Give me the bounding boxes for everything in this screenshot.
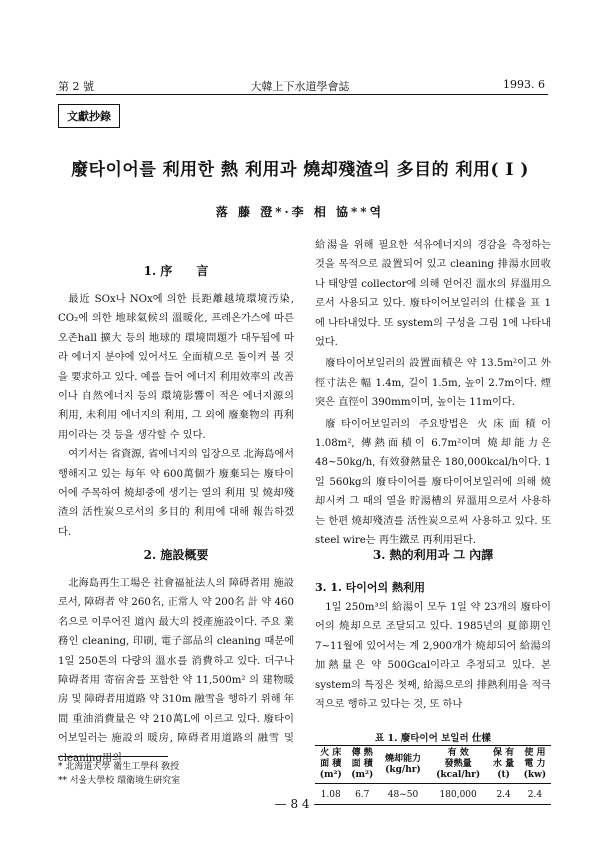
table-cell: 2.4 bbox=[519, 784, 551, 805]
right-column-top bbox=[315, 236, 551, 551]
left-column-facility bbox=[58, 574, 294, 768]
table-caption: 표 1. 廢타이어 보일러 仕樣 bbox=[375, 733, 491, 744]
table-header-cell: 火 床 面 積 (m²) bbox=[315, 746, 347, 784]
table-caption-wrap bbox=[315, 730, 551, 744]
section-tag: 文獻抄錄 bbox=[58, 104, 120, 128]
table-cell: 180,000 bbox=[428, 784, 488, 805]
table-cell: 2.4 bbox=[488, 784, 518, 805]
table-header-cell: 有 效 發熱量 (kcal/hr) bbox=[428, 746, 488, 784]
boiler-spec-table-wrap bbox=[315, 745, 551, 805]
facility-paragraph: 北海島再生工場은 社會福祉法人의 障碍者用 施設로서, 障碍者 약 260名, 正常人 약 200名 計 약 460名으로 이루어진 道內 最大의 授產施設이다. 주요 業務인 cleaning, 印刷, 電子部品의 cleaning 때문에 1일 250톤의 다량의 溫水를 消費하고 있다. 더구나 障碍者用 寄宿舍를 포함한 약 11,500m² 의 建物暖房 및 障碍者用道路 약 310m 融雪을 행하기 위해 年間 重油消費量은 약 210萬L에 이르고 있다. 廢타이어보일러는 施設의 暖房, 障碍者用道路의 融雪 및 cleaning用의 bbox=[58, 578, 294, 764]
table-header-cell: 保 有 水 量 (t) bbox=[488, 746, 518, 784]
table-header-row bbox=[315, 746, 551, 784]
right-paragraph-3: 廢타이어보일러의 주요방법은 火床面積이 1.08m², 傳熱面積이 6.7m²이며 燒却能力은 48~50kg/h, 有效發熱量은 180,000kcal/h이다. 1일 560kg의 廢타이어를 廢타이어보일러에 의해 燒却시켜 그 때의 열을 貯湯槽의 昇溫用으로서 사용하는 한편 燒却殘渣를 活性炭으로써 사용하고 있다. 또 steel wire는 再生鐵로 再利用된다. bbox=[315, 418, 551, 547]
thermal-paragraph: 1일 250m³의 給湯이 모두 1일 약 23개의 廢타이어의 燒却으로 조달되고 있다. 1985년의 夏節期인 7~11월에 있어서는 계 2,900개가 燒却되어 給湯의 加熱量은 약 500Gcal이라고 추정되고 있다. 본 system의 특징은 첫째, 給湯으로의 排熱利用을 적극적으로 행하고 있다는 것, 또 하나 bbox=[315, 602, 551, 711]
subsection-heading: 3. 1. 타이어의 熱利用 bbox=[315, 581, 425, 594]
table-cell: 6.7 bbox=[347, 784, 379, 805]
section3-heading: 3. 熱的利用과 그 內譯 bbox=[372, 548, 494, 562]
section1-heading: 1. 序 言 bbox=[143, 264, 209, 278]
left-column-intro bbox=[58, 290, 294, 542]
table-cell: 1.08 bbox=[315, 784, 347, 805]
paper-title: 廢타이어를 利用한 熱 利用과 燒却殘渣의 多目的 利用( I ) bbox=[71, 160, 529, 180]
page-number: — 8 4 — bbox=[274, 797, 326, 811]
table-cell: 48~50 bbox=[378, 784, 428, 805]
section-heading-facility bbox=[58, 546, 294, 563]
right-paragraph-2: 廢타이어보일러의 設置面積은 약 13.5m²이고 外徑寸法은 幅 1.4m, 길이 1.5m, 높이 2.7m이다. 煙突은 直徑이 390mm이며, 높이는 11m이다. bbox=[315, 358, 551, 409]
journal-issue: 第 2 號 bbox=[58, 80, 94, 93]
section2-heading: 2. 施設概要 bbox=[143, 548, 209, 562]
footnotes bbox=[58, 760, 294, 788]
right-column-thermal bbox=[315, 598, 551, 714]
table-header-cell: 傳 熱 面 積 (m²) bbox=[347, 746, 379, 784]
journal-date: 1993. 6 bbox=[503, 78, 545, 91]
section-heading-thermal bbox=[315, 546, 551, 563]
footnote-1: * 北海道大學 衛生工學科 敎授 bbox=[58, 762, 180, 772]
intro-paragraph-1: 最近 SOx나 NOx에 의한 長距離越境環境汚染, CO₂에 의한 地球氣候의 溫暖化, 프레온가스에 따른 오존hall 擴大 등의 地球的 環境問題가 대두됨에 따라 에너지 분야에 있어서도 全面積으로 돌이켜 볼 것을 要求하고 있다. 예를 들어 에너지 利用效率의 改善이나 自然에너지 등의 環境影響이 적은 에너지源의 利用, 未利用 에너지의 利用, 그 외에 廢棄物의 再利用이라는 것 등을 생각할 수 있다. bbox=[58, 294, 294, 441]
journal-name: 大韓上下水道學會誌 bbox=[250, 80, 350, 93]
subsection-heading-wrap bbox=[315, 579, 551, 595]
footnote-rule bbox=[58, 756, 168, 757]
section-heading-introduction bbox=[58, 262, 294, 279]
right-paragraph-1: 給湯을 위해 필요한 석유에너지의 경감을 측정하는 것을 목적으로 設置되어 있고 cleaning 排湯水回收나 태양열 collector에 의해 얻어진 溫水의 昇溫用으로서 사용되고 있다. 廢타이어보일러의 仕樣을 표 1에 나타내었다. 또 system의 구성을 그림 1에 나타내었다. bbox=[315, 240, 551, 349]
header-rule bbox=[56, 94, 548, 95]
intro-paragraph-2: 여기서는 省資源, 省에너지의 입장으로 北海島에서 행해지고 있는 每年 약 600萬個가 廢棄되는 廢타이어에 주목하여 燒却중에 생기는 열의 利用 및 燒却殘渣의 活性炭으로서의 多目的 利用에 대해 報告하겠다. bbox=[58, 449, 294, 538]
footnote-2: ** 서울大學校 環衛境生硏究室 bbox=[58, 776, 181, 786]
boiler-spec-table bbox=[315, 745, 551, 805]
table-header-cell: 燒却能力 (kg/hr) bbox=[378, 746, 428, 784]
authors: 落 藤 澄*·李 相 協**역 bbox=[215, 205, 385, 219]
table-header-cell: 使 用 電 力 (kw) bbox=[519, 746, 551, 784]
